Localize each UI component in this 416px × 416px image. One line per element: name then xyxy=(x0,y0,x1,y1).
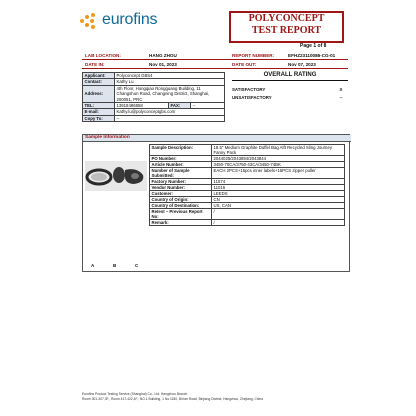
lab-location xyxy=(85,53,121,58)
sample-table xyxy=(149,144,345,226)
sample-row-label: Factory Number: xyxy=(150,179,212,185)
email-label: E-mail: xyxy=(83,109,115,115)
sample-row xyxy=(150,145,345,156)
overall-rating xyxy=(232,72,348,103)
logo-dots-icon xyxy=(78,13,98,29)
satisfactory-mark: X xyxy=(339,87,343,92)
sample-row-label: Remark: xyxy=(150,220,212,226)
lab-location-value: HANG ZHOU xyxy=(149,53,177,58)
address-label: Address: xyxy=(83,85,115,102)
rating-title: OVERALL RATING xyxy=(232,72,348,81)
date-in xyxy=(85,62,105,67)
sample-row-value: US, CAN xyxy=(212,203,345,209)
address-value: 4th Floor, Hongqiao Rongguang Building, 11 Changshun Road, Changning District, Shanghai, 200051, PRC xyxy=(115,85,225,102)
date-in-value: Nov 01, 2023 xyxy=(149,62,177,67)
sample-row-value: EACH 2PCS+15pcs inner labels+15PCS zipper puller xyxy=(212,168,345,179)
contact-label: Contact: xyxy=(83,79,115,85)
contact-value: Kathy Lu xyxy=(115,79,225,85)
footer-line-1: Eurofins Product Testing Service (Shanghai) Co., Ltd. Hangzhou Branch xyxy=(82,392,188,396)
sample-letter-a: A xyxy=(91,263,95,268)
date-out xyxy=(232,62,256,67)
sample-row-label: Number of Sample Submitted: xyxy=(150,168,212,179)
eurofins-logo xyxy=(78,10,176,32)
sample-row-value: / xyxy=(212,209,345,220)
sample-row-value: / xyxy=(212,220,345,226)
sample-row-label: Country of Destination: xyxy=(150,203,212,209)
sample-row-value: LEEDS xyxy=(212,191,345,197)
copy-to-label: Copy To: xyxy=(83,115,115,121)
report-number-value: EFHZ23110086-CG-01 xyxy=(288,53,336,58)
page-number: Page 1 of 8 xyxy=(300,43,327,49)
report-title-box xyxy=(229,11,344,43)
sample-row-value: 2044025/2043894/2043844 xyxy=(212,156,345,162)
footer xyxy=(82,392,263,401)
satisfactory-label: SATISFACTORY xyxy=(232,87,266,92)
sample-row-label: Customer: xyxy=(150,191,212,197)
applicant-label: Applicant: xyxy=(83,73,115,79)
sample-row-label: Sample Description: xyxy=(150,145,212,156)
sample-row xyxy=(150,220,345,226)
sample-row-value: 3450-70CA/3750-43CA/3450-74BK xyxy=(212,162,345,168)
sample-row xyxy=(150,168,345,179)
tel-value: 13918486858 xyxy=(115,103,169,109)
sample-letter-b: B xyxy=(113,263,117,268)
sample-row-value: CN xyxy=(212,197,345,203)
sample-row-label: Retest – Previous Report No: xyxy=(150,209,212,220)
report-number-label-wrap xyxy=(232,53,274,58)
sample-row xyxy=(150,209,345,220)
date-out-value: Nov 07, 2023 xyxy=(288,62,316,67)
sample-row-label: Vendor Number: xyxy=(150,185,212,191)
report-number-label: REPORT NUMBER: xyxy=(232,53,275,58)
rating-unsatisfactory xyxy=(232,95,348,100)
email-value: Kathy.lu@polyconceptgbs.com xyxy=(115,109,225,115)
copy-to-value: -- xyxy=(115,115,225,121)
sample-row-value: 18.5" Medium Graphite Duffel Bag Alft Recycled Sling Journey Fanny Pack xyxy=(212,145,345,156)
fax-label: FAX: xyxy=(169,103,191,109)
unsatisfactory-label: UNSATISFACTORY xyxy=(232,95,272,100)
sample-row-label: PO Number: xyxy=(150,156,212,162)
sample-row-label: Country of Origin: xyxy=(150,197,212,203)
title-line-1: POLYCONCEPT xyxy=(248,13,325,24)
sample-row-label: Article Number: xyxy=(150,162,212,168)
sample-row-value: 11016 xyxy=(212,185,345,191)
tel-label: TEL: xyxy=(83,103,115,109)
date-in-label: DATE IN: xyxy=(85,62,105,67)
unsatisfactory-mark: -- xyxy=(339,95,343,100)
fax-value: -- xyxy=(191,103,225,109)
sample-letter-c: C xyxy=(135,263,139,268)
lab-location-label: LAB LOCATION: xyxy=(85,53,121,58)
divider xyxy=(82,59,348,60)
title-line-2: TEST REPORT xyxy=(251,25,322,36)
sample-information xyxy=(82,134,350,272)
sample-row-value: 11574 xyxy=(212,179,345,185)
applicant-table xyxy=(82,72,225,122)
rating-satisfactory xyxy=(232,87,348,92)
date-out-label: DATE OUT: xyxy=(232,62,257,67)
footer-line-2: Room 301-307,3F., Room 417-422,4F., NO.1 Building, 1 No.1180, Bin'an Road, Binjiang District, Hangzhou, Zhejiang, China xyxy=(82,396,264,401)
applicant-value: Polyconcept GBS4 xyxy=(115,73,225,79)
sample-header: Sample Information xyxy=(83,135,351,142)
logo-text: eurofins xyxy=(102,11,158,28)
sample-photo xyxy=(85,161,147,191)
divider xyxy=(82,68,348,69)
